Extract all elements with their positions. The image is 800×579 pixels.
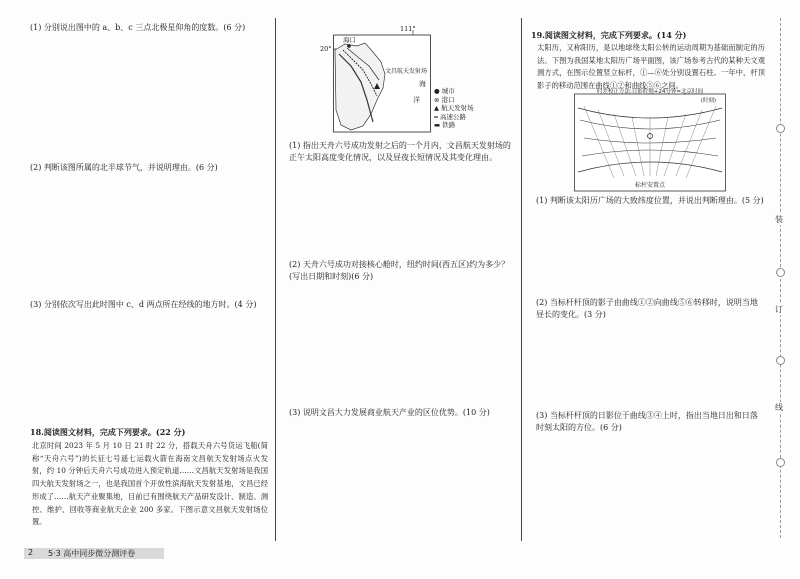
book-title: 5·3 高中同步微分测评卷 [48, 549, 136, 558]
sundial-diagram [574, 86, 726, 192]
column-divider-2 [521, 18, 522, 541]
wenchang-location-map [333, 30, 431, 133]
question-17-1: (1) 分别说出图中的 a、b、c 三点北极星仰角的度数。(6 分) [30, 23, 246, 32]
sea-label: 海 [419, 80, 426, 88]
page-footer [24, 548, 164, 559]
binding-label-ding: 订 [775, 305, 783, 314]
legend-railway: ▬ 铁路 [434, 121, 456, 129]
question-18-title: 18.阅读图文材料，完成下列要求。(22 分) [30, 427, 186, 437]
binding-label-xian: 线 [775, 403, 783, 412]
place-wenchang: 文昌航天发射场 [385, 68, 428, 75]
page-number: 2 [28, 548, 34, 557]
place-haikou: 海口 [343, 36, 356, 44]
question-19-material: 太阳历，又称阳历，是以地球绕太阳公转的运动周期为基础而制定的历法。下图为我国某地太阳历广场平面图，该广场参考古代的某种天文观测方式，在图示位置竖立标杆，①—⑥处分别设置石柱。一年中，杆顶影子的移动范围在曲线①②和曲线⑤⑥之间。 [537, 43, 765, 91]
ocean-label: 洋 [413, 96, 420, 104]
map-legend [434, 87, 474, 130]
binding-label-zhuang: 装 [775, 215, 783, 224]
legend-expressway: ═ 高速公路 [434, 112, 466, 121]
map-latitude-label: 20° [320, 45, 332, 53]
question-18-1: (1) 指出天舟六号成功发射之后的一个月内，文昌航天发射场的正午太阳高度变化情况，以及昼夜长短情况及其变化理由。 [289, 141, 511, 162]
question-19-title: 19.阅读图文材料，完成下列要求。(14 分) [531, 30, 687, 40]
legend-city: ● 城市 [434, 87, 455, 95]
binding-margin [771, 18, 791, 538]
question-19-1: (1) 判断该太阳历广场的大致纬度位置，并说出判断理由。(5 分) [536, 196, 764, 205]
legend-port: ⊛ 港口 [434, 95, 455, 104]
sundial-unit: (时刻) [700, 98, 716, 104]
question-18-2: (2) 天舟六号成功对接核心舱时，纽约时间(西五区)约为多少？(写出日期和时刻)(6 分) [289, 260, 510, 281]
legend-launch-site: ▲ 航天发射场 [434, 104, 474, 112]
question-17-2: (2) 判断该图所属的北半球节气，并说明理由。(6 分) [30, 163, 218, 172]
sundial-base-label: 标杆安置点 [634, 182, 666, 189]
question-19-3: (3) 当标杆杆顶的日影位于曲线③④上时，指出当地日出和日落时刻太阳的方位。(6 分) [536, 411, 758, 432]
question-17-3: (3) 分别依次写出此时图中 c、d 两点所在经线的地方时。(4 分) [30, 300, 257, 309]
map-longitude-label: 111° [400, 25, 416, 33]
question-18-3: (3) 说明文昌大力发展商业航天产业的区位优势。(10 分) [289, 408, 490, 417]
sundial-title: 时差校正方法:日影时刻+24分钟=北京时间 [596, 89, 704, 95]
column-divider [275, 18, 276, 541]
question-19-2: (2) 当标杆杆顶的影子由曲线①②向曲线⑤⑥转移时，说明当地昼长的变化。(3 分) [536, 298, 758, 319]
question-18-material: 北京时间 2023 年 5 月 10 日 21 时 22 分，搭载天舟六号货运飞船(简称“天舟六号”)的长征七号遥七运载火箭在海南文昌航天发射场点火发射，约 10 分钟后天舟六号成功进入预定轨道……文昌航天发射场是我国四大航天发射场之一，也是我国首个开放性滨海航天发射基地，文昌已经形成了……航天产业聚集地，目前已有围绕航天产品研发设计、制造、测控、维护、回收等商业航天企业 200 多家。下图示意文昌航天发射场位置。 [32, 441, 268, 527]
